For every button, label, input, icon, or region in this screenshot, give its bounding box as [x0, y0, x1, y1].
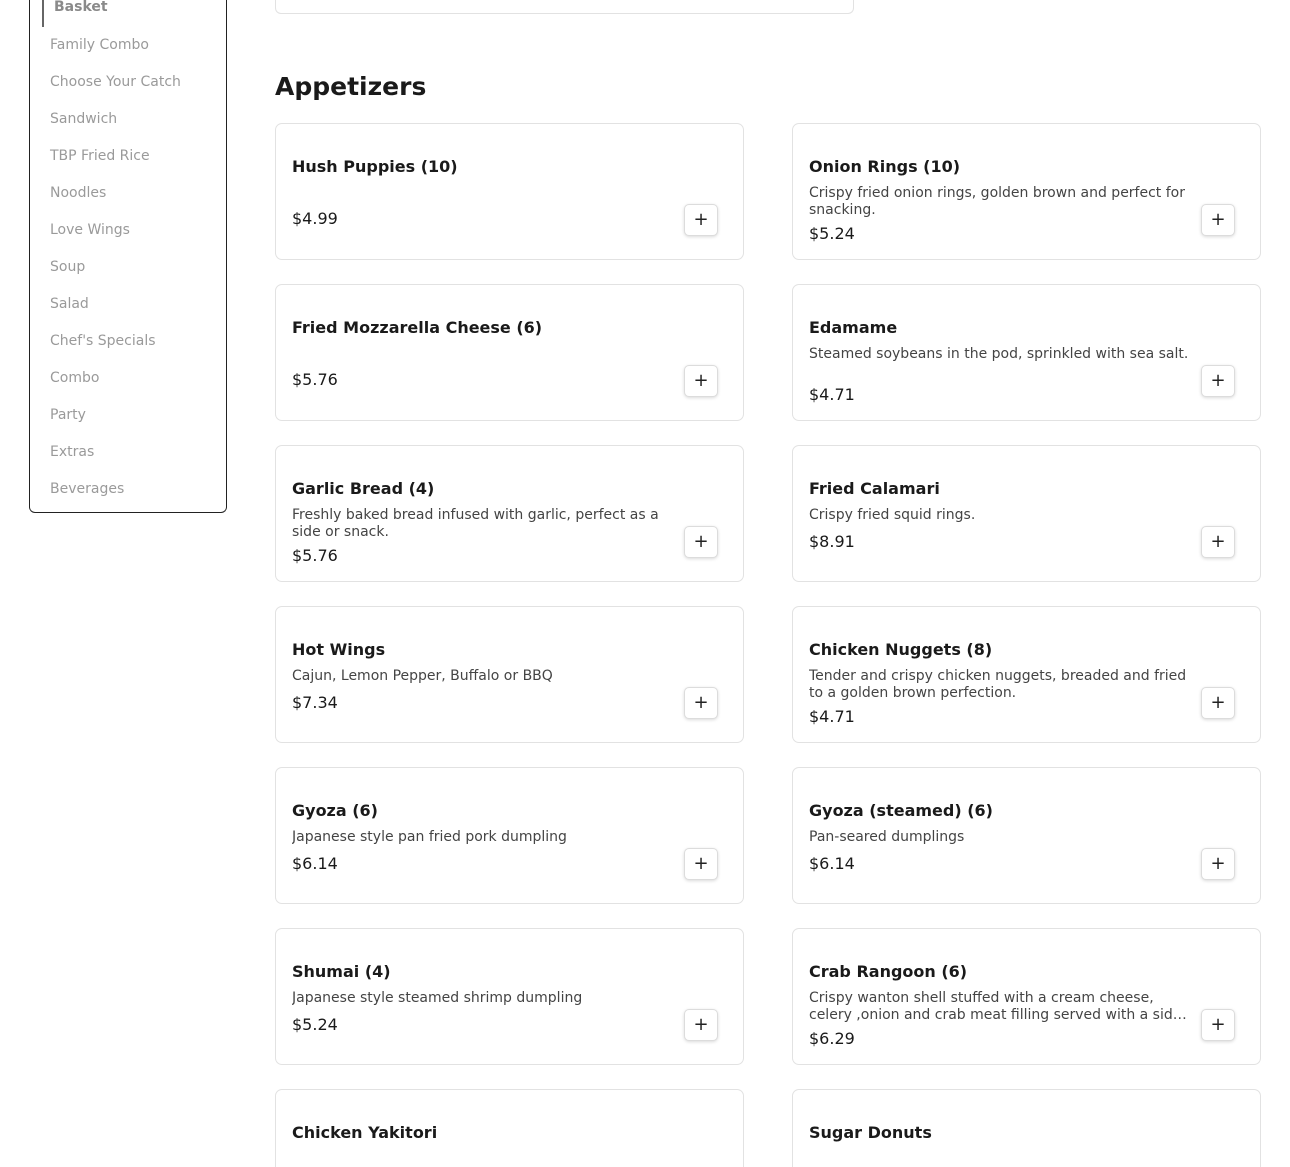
menu-item-price: $6.14	[292, 854, 338, 873]
add-to-cart-button[interactable]: +	[684, 687, 718, 719]
menu-item-description: Crispy fried onion rings, golden brown and perfect for snacking.	[809, 185, 1185, 218]
menu-item-price: $6.29	[809, 1029, 855, 1048]
menu-item-name: Crab Rangoon (6)	[809, 962, 968, 981]
menu-item-description: Japanese style steamed shrimp dumpling	[292, 990, 583, 1006]
menu-item-card[interactable]	[275, 123, 744, 260]
menu-item-card[interactable]	[275, 445, 744, 582]
sidebar-item-beverages[interactable]: Beverages	[50, 481, 125, 497]
menu-item-price: $8.91	[809, 532, 855, 551]
sidebar-item-family-combo[interactable]: Family Combo	[50, 37, 149, 53]
add-to-cart-button[interactable]: +	[684, 1009, 718, 1041]
menu-grid	[275, 123, 1261, 1167]
sidebar-item-sandwich[interactable]: Sandwich	[50, 111, 118, 127]
sidebar-item-soup[interactable]: Soup	[50, 259, 86, 275]
menu-item-card[interactable]	[275, 767, 744, 904]
menu-item-description: Tender and crispy chicken nuggets, breaded and fried to a golden brown perfection.	[809, 668, 1187, 701]
menu-item-description: Pan-seared dumplings	[809, 829, 965, 845]
menu-item-description: Crispy fried squid rings.	[809, 507, 976, 523]
menu-item-description: Steamed soybeans in the pod, sprinkled with sea salt.	[809, 346, 1189, 362]
menu-item-price: $7.34	[292, 693, 338, 712]
menu-item-card[interactable]	[792, 606, 1261, 743]
menu-item-name: Hush Puppies (10)	[292, 157, 458, 176]
menu-item-card[interactable]	[275, 928, 744, 1065]
menu-item-card[interactable]	[792, 123, 1261, 260]
menu-item-name: Chicken Yakitori	[292, 1123, 438, 1142]
menu-item-price: $6.14	[809, 854, 855, 873]
sidebar-item-extras[interactable]: Extras	[50, 444, 95, 460]
menu-item-name: Gyoza (6)	[292, 801, 378, 820]
add-to-cart-button[interactable]: +	[1201, 526, 1235, 558]
menu-item-card[interactable]	[275, 284, 744, 421]
add-to-cart-button[interactable]: +	[684, 848, 718, 880]
sidebar-item-noodles[interactable]: Noodles	[50, 185, 107, 201]
menu-item-name: Chicken Nuggets (8)	[809, 640, 993, 659]
menu-item-card[interactable]	[792, 928, 1261, 1065]
sidebar-item-choose-your-catch[interactable]: Choose Your Catch	[50, 74, 181, 90]
menu-item-card[interactable]	[792, 284, 1261, 421]
add-to-cart-button[interactable]: +	[1201, 1009, 1235, 1041]
add-to-cart-button[interactable]: +	[1201, 687, 1235, 719]
menu-item-name: Sugar Donuts	[809, 1123, 932, 1142]
menu-item-card[interactable]	[275, 1089, 744, 1167]
menu-item-price: $5.76	[292, 546, 338, 565]
sidebar-item-party[interactable]: Party	[50, 407, 86, 423]
menu-item-price: $5.24	[809, 224, 855, 243]
menu-item-card[interactable]	[792, 767, 1261, 904]
menu-item-description: Cajun, Lemon Pepper, Buffalo or BBQ	[292, 668, 553, 684]
menu-item-card[interactable]	[792, 1089, 1261, 1167]
menu-item-name: Fried Calamari	[809, 479, 940, 498]
sidebar-item-salad[interactable]: Salad	[50, 296, 89, 312]
menu-item-price: $5.76	[292, 370, 338, 389]
sidebar-item-tbp-fried-rice[interactable]: TBP Fried Rice	[50, 148, 150, 164]
section-title: Appetizers	[275, 72, 427, 101]
sidebar-list	[50, 27, 181, 508]
menu-item-description: Crispy wanton shell stuffed with a cream cheese, celery ,onion and crab meat filling served with a side	[809, 990, 1182, 1023]
sidebar-item-combo[interactable]: Combo	[50, 370, 100, 386]
add-to-cart-button[interactable]: +	[684, 204, 718, 236]
menu-item-name: Shumai (4)	[292, 962, 391, 981]
category-sidebar	[29, 0, 227, 513]
menu-item-price: $4.99	[292, 209, 338, 228]
menu-item-name: Onion Rings (10)	[809, 157, 961, 176]
add-to-cart-button[interactable]: +	[684, 365, 718, 397]
menu-item-price: $5.24	[292, 1015, 338, 1034]
menu-item-name: Edamame	[809, 318, 898, 337]
menu-item-card[interactable]	[792, 445, 1261, 582]
add-to-cart-button[interactable]: +	[684, 526, 718, 558]
menu-item-card[interactable]	[275, 606, 744, 743]
menu-item-name: Hot Wings	[292, 640, 386, 659]
menu-item-description: Freshly baked bread infused with garlic, perfect as a side or snack.	[292, 507, 659, 540]
sidebar-item-love-wings[interactable]: Love Wings	[50, 222, 130, 238]
add-to-cart-button[interactable]: +	[1201, 848, 1235, 880]
sidebar-item-chef-s-specials[interactable]: Chef's Specials	[50, 333, 156, 349]
menu-item-price: $4.71	[809, 707, 855, 726]
add-to-cart-button[interactable]: +	[1201, 365, 1235, 397]
sidebar-item-basket[interactable]: Basket	[42, 0, 108, 27]
menu-item-price: $4.71	[809, 385, 855, 404]
menu-item-description: Japanese style pan fried pork dumpling	[292, 829, 567, 845]
menu-item-name: Gyoza (steamed) (6)	[809, 801, 993, 820]
menu-item-name: Garlic Bread (4)	[292, 479, 435, 498]
previous-section-card	[275, 0, 854, 14]
menu-item-name: Fried Mozzarella Cheese (6)	[292, 318, 543, 337]
add-to-cart-button[interactable]: +	[1201, 204, 1235, 236]
